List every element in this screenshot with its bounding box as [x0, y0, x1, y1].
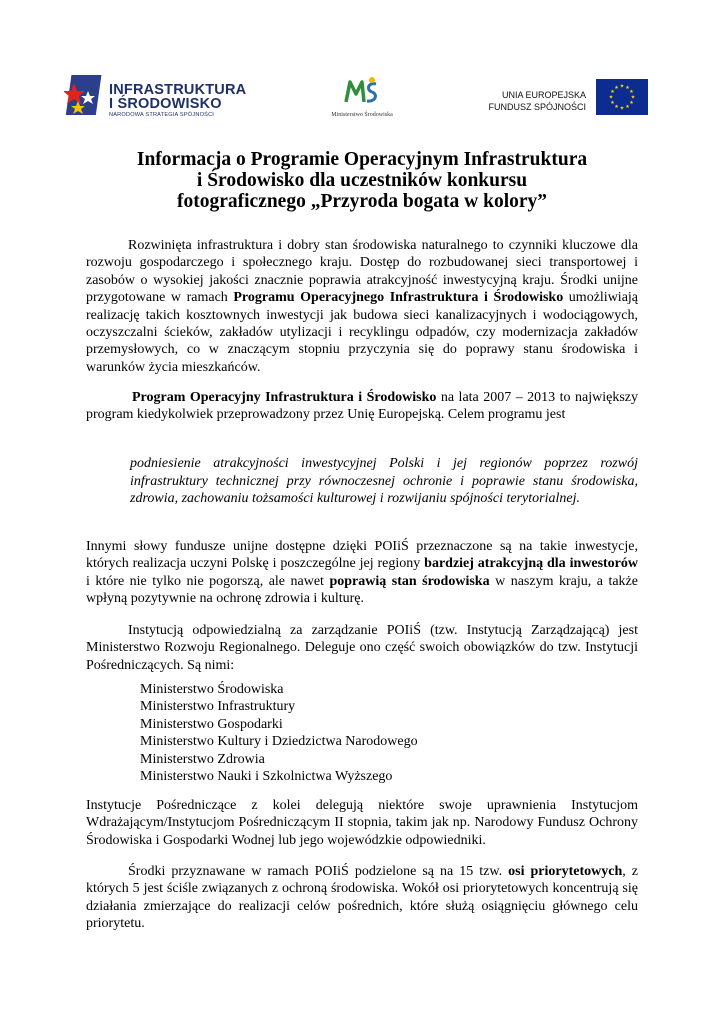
- p1-text-a: Rozwinięta infrastruktura i dobry stan środowiska naturalnego to czynniki kluczowe dla rozwoju gospodarczego i społecznego kraju. Dostęp do rozbudowanej sieci transportowej i zasobów o wysokiej jakości znacznie poprawia atrakcyjność inwestycyjną kraju. Środki unijne przygotowane w ramach: [86, 238, 638, 306]
- svg-text:★: ★: [610, 89, 615, 95]
- svg-text:★: ★: [619, 105, 625, 112]
- logo-line-2: I ŚRODOWISKO: [109, 96, 222, 112]
- list-item: Ministerstwo Zdrowia: [140, 751, 265, 767]
- svg-text:★: ★: [614, 104, 619, 110]
- stars-flag-icon: [64, 71, 106, 121]
- program-goal-quote: podniesienie atrakcyjności inwestycyjnej Polski i jej regionów poprzez rozwój infrastruktury technicznej przy równoczesnej ochronie i poprawie stanu środowiska, zdrowia, zachowaniu tożsamości kulturowej i rozwijaniu spójności terytorialnej.: [130, 456, 638, 506]
- p6-bold-axes: osi priorytetowych: [508, 864, 623, 879]
- list-item: Ministerstwo Kultury i Dziedzictwa Narodowego: [140, 734, 418, 750]
- p2-program-name: Program Operacyjny Infrastruktura i Środowisko: [132, 390, 437, 405]
- svg-text:★: ★: [610, 100, 615, 106]
- list-item: Ministerstwo Infrastruktury: [140, 699, 296, 715]
- ministry-caption: Ministerstwo Środowiska: [331, 112, 393, 118]
- eu-label-line-2: FUNDUSZ SPÓJNOŚCI: [488, 102, 586, 112]
- svg-text:★: ★: [608, 94, 614, 101]
- paragraph-funds: [86, 538, 638, 608]
- list-item: Ministerstwo Gospodarki: [140, 716, 283, 732]
- infrastruktura-srodowisko-logo: [64, 69, 247, 125]
- p3-bold-attractive: bardziej atrakcyjną dla inwestorów: [424, 556, 639, 572]
- p6-text-a: Środki przyznawane w ramach POIiŚ podzielone są na 15 tzw.: [128, 864, 509, 879]
- title-line-1: Informacja o Programie Operacyjnym Infrastruktura: [136, 149, 588, 170]
- ministries-list: [140, 681, 418, 785]
- paragraph-delegation: Instytucje Pośredniczące z kolei delegują niektóre swoje uprawnienia Instytucjom Wdrażającym/Instytucjom Pośredniczącym II stopnia, takim jak np. Narodowy Fundusz Ochrony Środowiska i Gospodarki Wodnej lub jego wojewódzkie odpowiedniki.: [86, 798, 638, 848]
- p3-bold-environment: poprawią stan środowiska: [329, 573, 490, 589]
- p3-text-c: i które nie tylko nie pogorszą, ale nawet: [86, 573, 330, 589]
- p1-text-c: umożliwiają realizację takich kosztownych inwestycji jak budowa sieci kanalizacyjnych i wodociągowych, oczyszczalni ścieków, zakładów utylizacji i recyklingu odpadów, czy modernizacja zakładów przemysłowych, co w znaczącym stopniu przyczynia się do poprawy stanu środowiska i warunków życia mieszkańców.: [86, 290, 639, 375]
- p2-text-c: na lata 2007 – 2013 to największy program kiedykolwiek przeprowadzony przez Unię Europejską. Celem programu jest: [86, 390, 639, 423]
- logo-line-3: NARODOWA STRATEGIA SPÓJNOŚCI: [109, 112, 215, 118]
- ms-emblem-icon: [342, 74, 382, 108]
- paragraph-institutions: [86, 622, 638, 674]
- logo-line-1: INFRASTRUKTURA: [109, 82, 247, 98]
- p3-text-a: Innymi słowy fundusze unijne dostępne dzięki POIiŚ przeznaczone są na takie inwestycje, których realizacja uczyni Polskę i poszczególne jej regiony: [86, 539, 638, 572]
- p4-text: Instytucją odpowiedzialną za zarządzanie POIiŚ (tzw. Instytucją Zarządzającą) jest Ministerstwo Rozwoju Regionalnego. Deleguje ono część swoich obowiązków do tzw. Instytucji Pośredniczących. Są nimi:: [86, 623, 638, 673]
- svg-text:★: ★: [625, 104, 630, 110]
- list-item: Ministerstwo Nauki i Szkolnictwa Wyższego: [140, 769, 393, 785]
- paragraph-priorities: [86, 863, 638, 933]
- paragraph-program: [86, 389, 638, 424]
- list-item: Ministerstwo Środowiska: [140, 682, 284, 697]
- p1-program-name: Programu Operacyjnego Infrastruktura i Środowisko: [233, 290, 564, 306]
- svg-text:★: ★: [629, 100, 634, 106]
- svg-text:★: ★: [629, 89, 634, 95]
- ministerstwo-srodowiska-logo: [322, 74, 402, 124]
- svg-text:★: ★: [625, 85, 630, 91]
- p6-text-c: , z których 5 jest ściśle związanych z ochroną środowiska. Wokół osi priorytetowych koncentrują się działania zmierzające do realizacji celów pośrednich, które służą osiągnięciu głównego celu priorytetu.: [86, 864, 638, 932]
- title-line-2: i Środowisko dla uczestników konkursu: [196, 170, 528, 191]
- svg-text:★: ★: [614, 85, 619, 91]
- eu-flag-icon: [596, 79, 648, 115]
- svg-text:★: ★: [619, 83, 625, 90]
- paragraph-intro: [86, 237, 638, 376]
- title-line-3: fotograficznego „Przyroda bogata w kolory”: [176, 191, 548, 212]
- page-title: [60, 149, 664, 212]
- eu-label: [488, 89, 586, 113]
- eu-label-line-1: UNIA EUROPEJSKA: [501, 90, 586, 100]
- svg-text:★: ★: [630, 94, 636, 101]
- p3-text-e: w naszym kraju, a także wpłyną pozytywnie na ochronę zdrowia i kulturę.: [86, 573, 638, 607]
